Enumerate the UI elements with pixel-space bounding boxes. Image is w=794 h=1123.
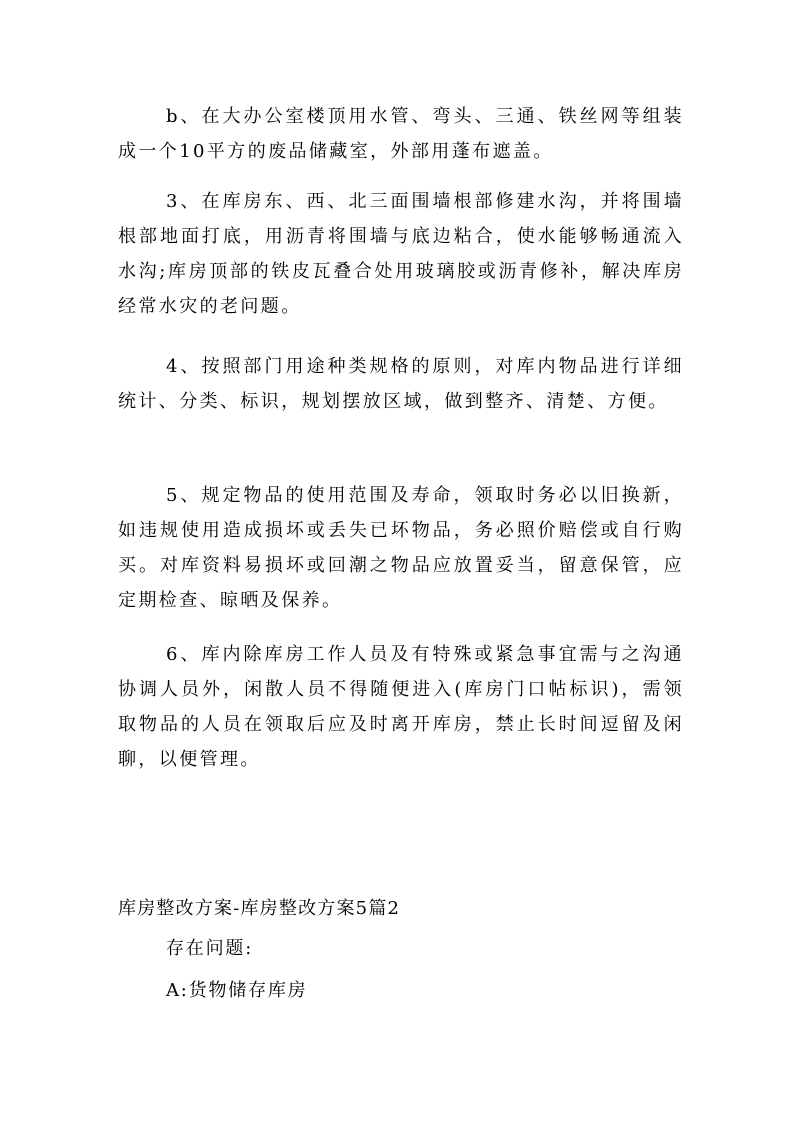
paragraph-6-access-control: 6、库内除库房工作人员及有特殊或紧急事宜需与之沟通协调人员外，闲散人员不得随便进入(库房门口帖标识)，需领取物品的人员在领取后应及时离开库房，禁止长时间逗留及闲聊，以便管理。 — [118, 644, 684, 770]
paragraph-5-usage-rules: 5、规定物品的使用范围及寿命，领取时务必以旧换新，如违规使用造成损坏或丢失已坏物品，务必照价赔偿或自行购买。对库资料易损坏或回潮之物品应放置妥当，留意保管，应定期检查、晾晒及保养。 — [118, 485, 684, 611]
section-heading: 库房整改方案-库房整改方案5篇2 — [118, 898, 401, 919]
problems-label: 存在问题: — [166, 938, 254, 959]
paragraph-b-scrap-storage: b、在大办公室楼顶用水管、弯头、三通、铁丝网等组装成一个10平方的废品储藏室，外部用蓬布遮盖。 — [118, 106, 684, 162]
problem-item-a: A:货物储存库房 — [166, 980, 308, 1001]
paragraph-3-drainage: 3、在库房东、西、北三面围墙根部修建水沟，并将围墙根部地面打底，用沥青将围墙与底边粘合，使水能够畅通流入水沟;库房顶部的铁皮瓦叠合处用玻璃胶或沥青修补，解决库房经常水灾的老问题。 — [118, 191, 684, 317]
paragraph-4-classification: 4、按照部门用途种类规格的原则，对库内物品进行详细统计、分类、标识，规划摆放区域，做到整齐、清楚、方便。 — [118, 356, 684, 412]
